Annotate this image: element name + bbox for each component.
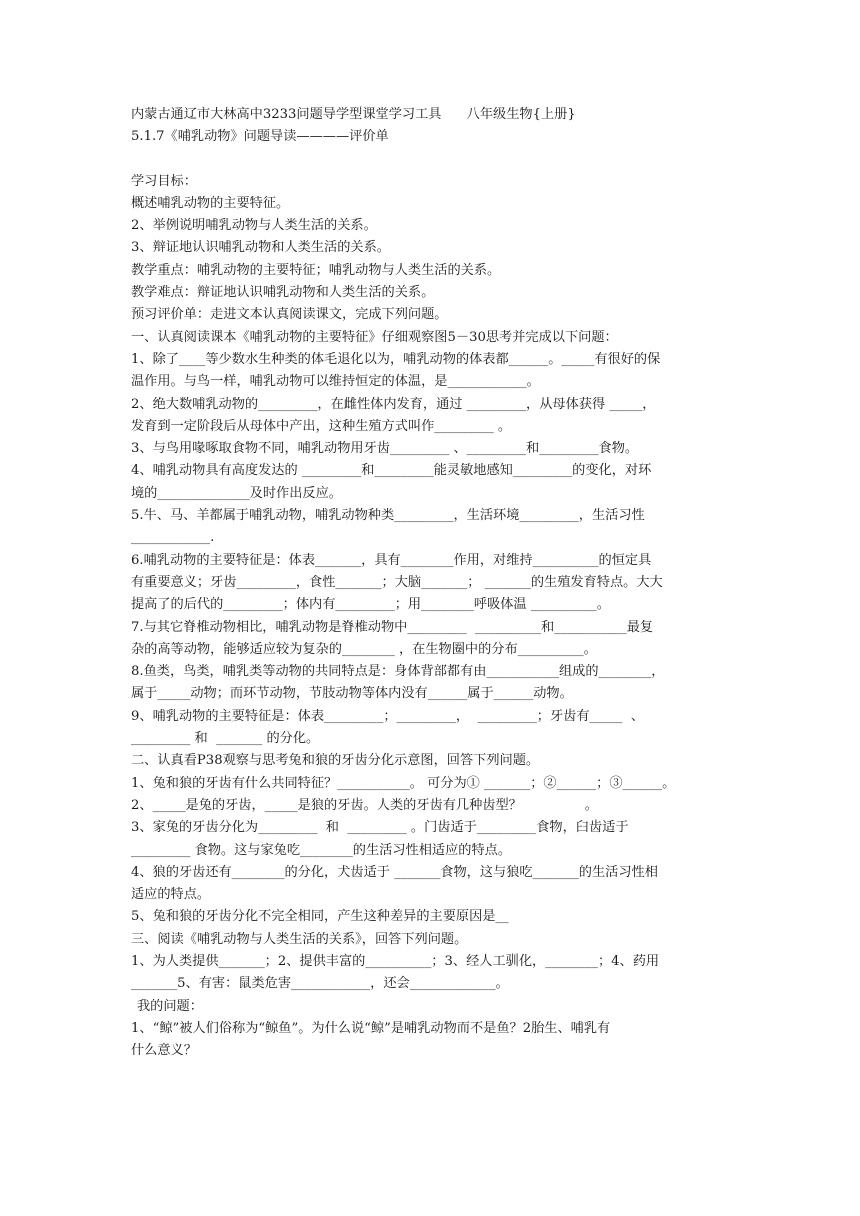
section1-line: 6.哺乳动物的主要特征是：体表_______，具有________作用，对维持__________的恒定具: [131, 552, 652, 568]
section1-line: 8.鱼类，鸟类，哺乳类等动物的共同特点是：身体背部都有由___________组成的________，: [131, 664, 665, 680]
question-line: 1、“鲸”被人们俗称为“鲸鱼”。为什么说“鲸”是哺乳动物而不是鱼？2胎生、哺乳有: [131, 1020, 611, 1036]
key-point: 教学重点：哺乳动物的主要特征；哺乳动物与人类生活的关系。: [131, 262, 501, 278]
goal-item: 3、辩证地认识哺乳动物和人类生活的关系。: [131, 240, 390, 256]
section1-line: 5.牛、马、羊都属于哺乳动物，哺乳动物种类_________，生活环境_________，生活习性: [131, 508, 645, 524]
section1-line: 1、除了____等少数水生种类的体毛退化以为，哺乳动物的体表都______。_____有很好的保: [131, 351, 661, 367]
section1-line: 有重要意义；牙齿_________，食性_______；大脑_______； _______的生殖发育特点。大大: [131, 574, 663, 590]
section1-line: 杂的高等动物，能够适应较为复杂的________ ，在生物圈中的分布__________。: [131, 641, 597, 657]
section2-line: _________ 食物。这与家兔吃________的生活习性相适应的特点。: [131, 842, 512, 858]
section1-line: ____________.: [131, 530, 215, 546]
section2-line: 2、_____是兔的牙齿，_____是狼的牙齿。人类的牙齿有几种齿型？ 。: [131, 797, 598, 813]
document-subtitle: 5.1.7《哺乳动物》问题导读————评价单: [131, 129, 389, 145]
section1-line: 境的______________及时作出反应。: [131, 485, 342, 501]
difficulty: 教学难点：辩证地认识哺乳动物和人类生活的关系。: [131, 285, 435, 301]
goal-item: 2、举例说明哺乳动物与人类生活的关系。: [131, 218, 377, 234]
section3-line: _______5、有害：鼠类危害____________，还会_____________。: [131, 976, 509, 992]
section3-heading: 三、阅读《哺乳动物与人类生活的关系》，回答下列问题。: [131, 931, 468, 947]
section2-line: 3、家兔的牙齿分化为_________ 和 _________ 。门齿适于_________食物，臼齿适于: [131, 820, 629, 836]
section1-line: _________ 和 _______ 的分化。: [131, 731, 320, 747]
questions-heading: 我的问题：: [137, 998, 203, 1014]
section1-line: 发育到一定阶段后从母体中产出，这种生殖方式叫作_________ 。: [131, 418, 512, 434]
question-line: 什么意义？: [131, 1043, 197, 1059]
goal-item: 概述哺乳动物的主要特征。: [131, 195, 290, 211]
document-page: [131, 104, 739, 1062]
section1-line: 4、哺乳动物具有高度发达的 _________和_________能灵敏地感知_________的变化，对环: [131, 463, 652, 479]
section2-heading: 二、认真看P38观察与思考兔和狼的牙齿分化示意图，回答下列问题。: [131, 753, 540, 769]
section1-line: 温作用。与鸟一样，哺乳动物可以维持恒定的体温，是____________。: [131, 374, 540, 390]
section1-line: 2、绝大数哺乳动物的_________，在雌性体内发育，通过 _________，从母体获得 _____，: [131, 396, 656, 412]
preview-instruction: 预习评价单：走进文本认真阅读课文，完成下列问题。: [131, 307, 448, 323]
document-title: 内蒙古通辽市大林高中3233问题导学型课堂学习工具 八年级生物{上册}: [131, 107, 576, 122]
section2-line: 4、狼的牙齿还有________的分化，犬齿适于 _______食物，这与狼吃_______的生活习性相: [131, 864, 658, 880]
section2-line: 1、兔和狼的牙齿有什么共同特征？___________。 可分为① _______；②______；③______。: [131, 775, 676, 791]
spacer: [131, 149, 739, 171]
section1-line: 3、与鸟用喙啄取食物不同，哺乳动物用牙齿_________ 、_________和_________食物。: [131, 441, 639, 457]
section2-line: 适应的特点。: [131, 887, 211, 903]
section1-line: 属于_____动物；而环节动物，节肢动物等体内没有______属于______动物。: [131, 686, 573, 702]
goals-heading: 学习目标：: [131, 173, 197, 189]
section3-line: 1、为人类提供_______；2、提供丰富的__________；3、经人工驯化，________；4、药用: [131, 953, 660, 969]
section1-line: 7.与其它脊椎动物相比，哺乳动物是脊椎动物中_________ __________和___________最复: [131, 619, 654, 635]
section2-line: 5、兔和狼的牙齿分化不完全相同，产生这种差异的主要原因是__: [131, 909, 509, 925]
section1-line: 提高了的后代的_________；体内有_________；用________呼吸体温 __________。: [131, 597, 610, 613]
section1-heading: 一、认真阅读课本《哺乳动物的主要特征》仔细观察图5－30思考并完成以下问题：: [131, 329, 618, 345]
section1-line: 9、哺乳动物的主要特征是：体表_________；_________， _________；牙齿有_____ 、: [131, 708, 645, 724]
